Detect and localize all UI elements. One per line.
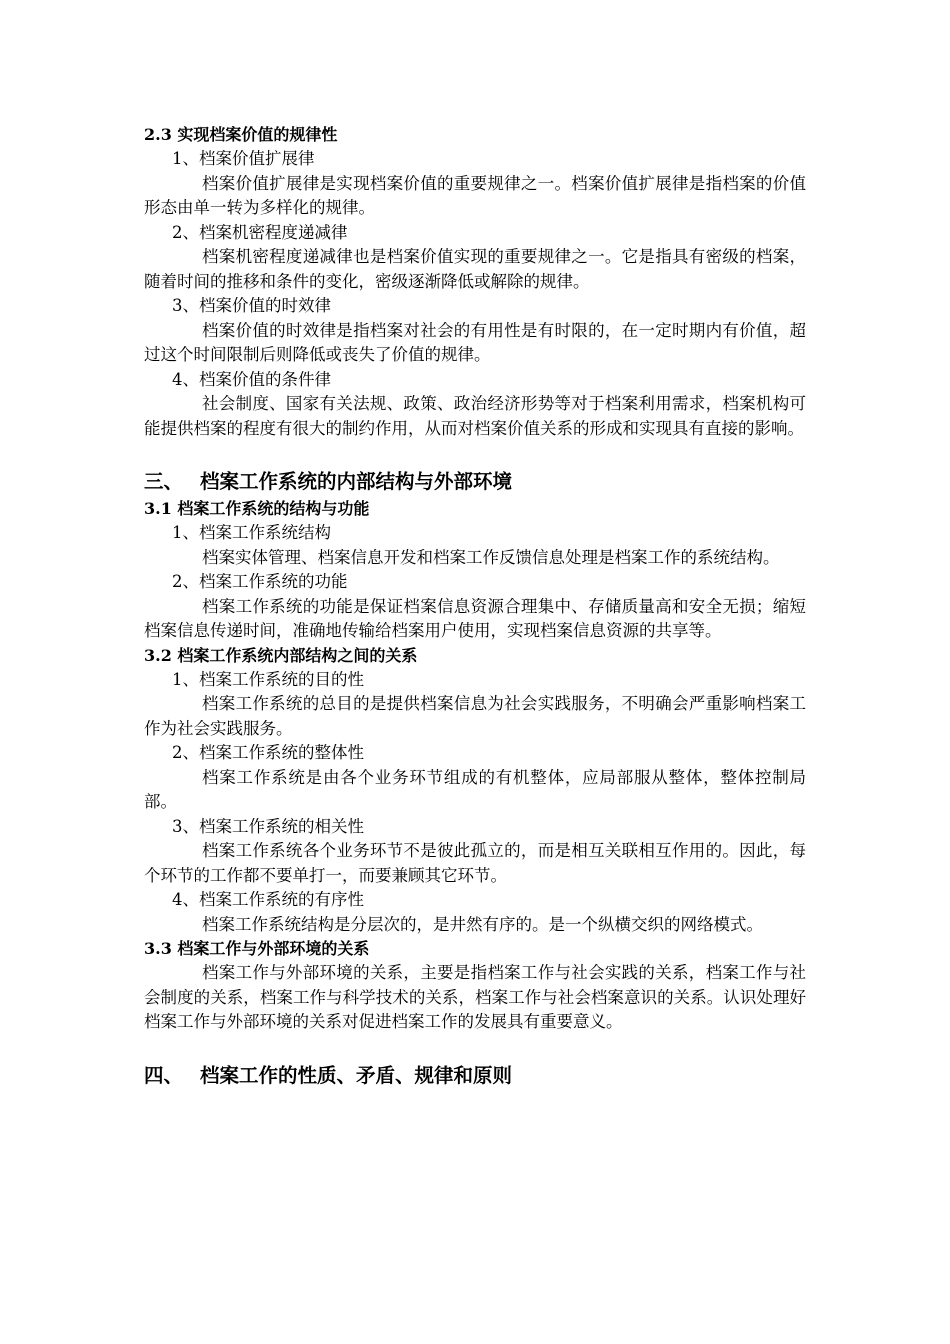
list-item: 1、档案价值扩展律 [172,149,315,168]
paragraph: 档案工作与外部环境的关系，主要是指档案工作与社会实践的关系，档案工作与社会制度的关系，档案工作与科学技术的关系，档案工作与社会档案意识的关系。认识处理好档案工作与外部环境的关系对促进档案工作的发展具有重要意义。 [144,963,806,1031]
paragraph: 档案价值扩展律是实现档案价值的重要规律之一。档案价值扩展律是指档案的价值形态由单一转为多样化的规律。 [144,173,806,217]
paragraph: 社会制度、国家有关法规、政策、政治经济形势等对于档案利用需求，档案机构可能提供档案的程度有很大的制约作用，从而对档案价值关系的形成和实现具有直接的影响。 [144,394,806,438]
document-page [144,123,806,1091]
list-item: 2、档案工作系统的功能 [172,572,348,591]
chapter-heading-4 [144,1061,806,1091]
list-item: 3、档案价值的时效律 [172,296,331,315]
list-item: 2、档案工作系统的整体性 [172,743,364,762]
list-item: 3、档案工作系统的相关性 [172,816,364,836]
paragraph: 档案价值的时效律是指档案对社会的有用性是有时限的，在一定时期内有价值，超过这个时间限制后则降低或丧失了价值的规律。 [144,320,806,364]
section-heading-3-2: 3.2 档案工作系统内部结构之间的关系 [144,645,418,665]
chapter-title: 档案工作系统的内部结构与外部环境 [200,470,513,493]
section-heading-2-3: 2.3 实现档案价值的规律性 [144,125,338,144]
list-item: 1、档案工作系统结构 [172,523,331,542]
chapter-title: 档案工作的性质、矛盾、规律和原则 [200,1063,513,1087]
list-item: 1、档案工作系统的目的性 [172,669,364,689]
paragraph: 档案工作系统的总目的是提供档案信息为社会实践服务，不明确会严重影响档案工作为社会实践服务。 [144,694,806,738]
chapter-heading-3 [144,467,806,497]
section-heading-3-1: 3.1 档案工作系统的结构与功能 [144,499,370,518]
paragraph: 档案实体管理、档案信息开发和档案工作反馈信息处理是档案工作的系统结构。 [202,547,780,567]
chapter-number: 三、 [144,470,184,493]
paragraph: 档案工作系统是由各个业务环节组成的有机整体，应局部服从整体，整体控制局部。 [144,767,806,811]
paragraph: 档案工作系统结构是分层次的，是井然有序的。是一个纵横交织的网络模式。 [202,914,763,934]
paragraph: 档案工作系统各个业务环节不是彼此孤立的，而是相互关联相互作用的。因此，每个环节的工作都不要单打一，而要兼顾其它环节。 [144,841,806,885]
list-item: 4、档案工作系统的有序性 [172,890,364,909]
section-heading-3-3: 3.3 档案工作与外部环境的关系 [144,939,370,958]
chapter-number: 四、 [144,1063,184,1087]
paragraph: 档案工作系统的功能是保证档案信息资源合理集中、存储质量高和安全无损；缩短档案信息传递时间，准确地传输给档案用户使用，实现档案信息资源的共享等。 [144,596,806,640]
paragraph: 档案机密程度递减律也是档案价值实现的重要规律之一。它是指具有密级的档案，随着时间的推移和条件的变化，密级逐渐降低或解除的规律。 [144,247,806,291]
list-item: 2、档案机密程度递减律 [172,222,348,242]
list-item: 4、档案价值的条件律 [172,369,331,389]
